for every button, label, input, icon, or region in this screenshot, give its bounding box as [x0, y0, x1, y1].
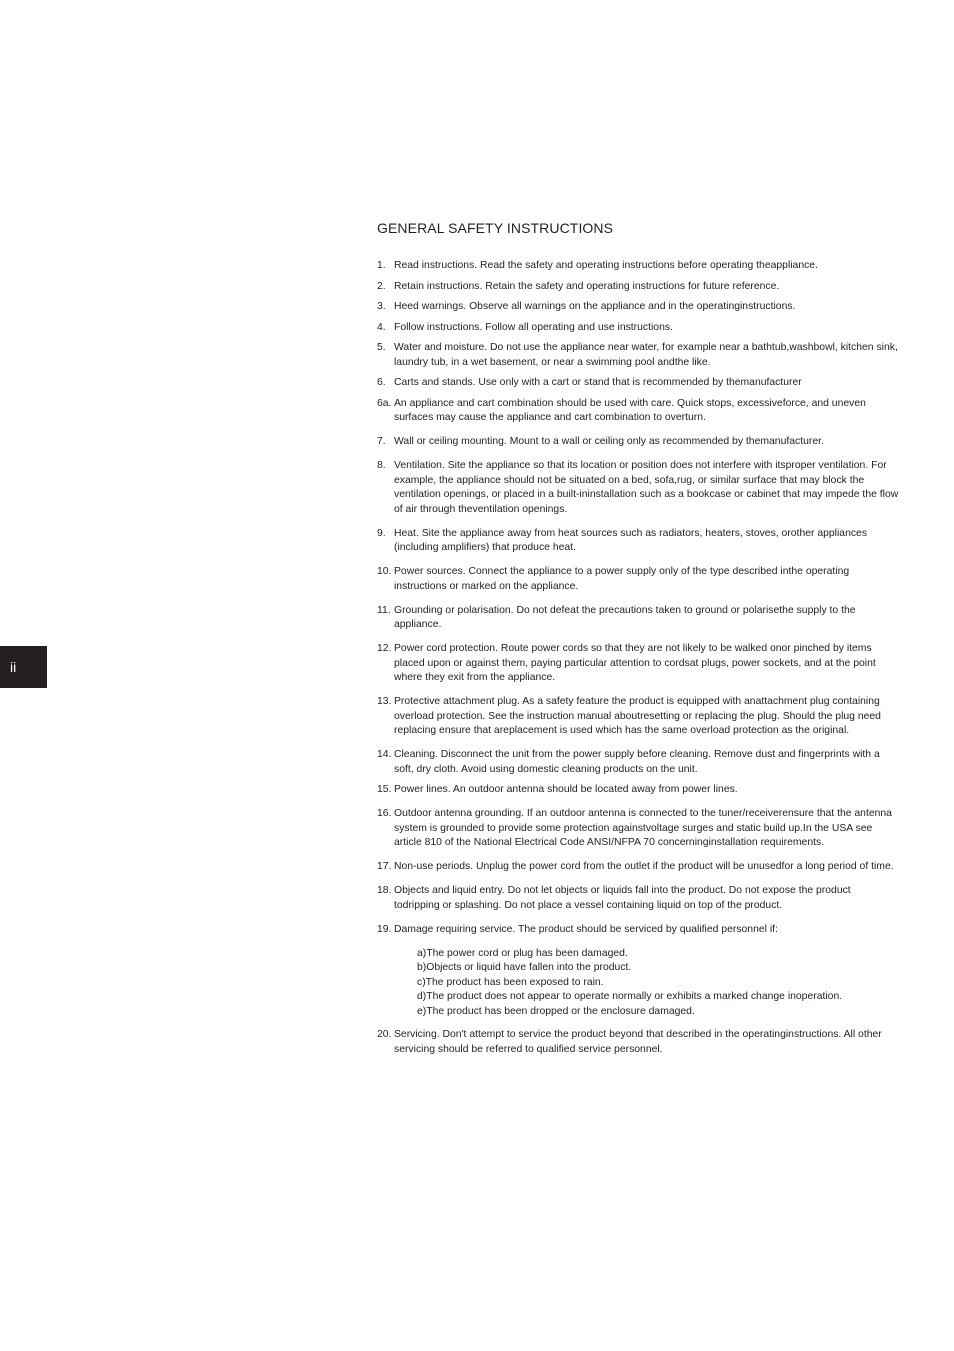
sub-list-item: b)Objects or liquid have fallen into the product.: [417, 962, 632, 973]
item-number: 11.: [377, 604, 391, 616]
list-item: [377, 341, 899, 370]
item-text: Cleaning. Disconnect the unit from the power supply before cleaning. Remove dust and fingerprints with a soft, dry cloth. Avoid using domestic cleaning products on the unit.: [394, 749, 880, 775]
sub-list-item: d)The product does not appear to operate normally or exhibits a marked change inoperation.: [417, 991, 843, 1002]
item-number: 6.: [377, 377, 386, 388]
item-number: 1.: [377, 260, 386, 271]
item-text: Power lines. An outdoor antenna should be located away from power lines.: [394, 784, 738, 795]
item-text: Retain instructions. Retain the safety and operating instructions for future reference.: [394, 280, 780, 292]
list-item: [377, 565, 899, 594]
instruction-list-continued: [377, 1028, 899, 1057]
list-item: [377, 860, 899, 875]
list-item: [377, 783, 899, 798]
page-title: GENERAL SAFETY INSTRUCTIONS: [377, 220, 614, 236]
item-number: 12.: [377, 643, 392, 654]
list-item: [377, 695, 899, 739]
list-item: [377, 376, 899, 391]
page-number-tab: ii: [0, 646, 47, 688]
item-number: 6a.: [377, 397, 392, 409]
item-text: Power cord protection. Route power cords so that they are not likely to be walked onor pinched by items placed upon or against them, paying particular attention to cordsat plugs, power sockets, and at the point where they exit from the appliance.: [394, 643, 876, 683]
item-number: 19.: [377, 923, 392, 935]
list-item: [377, 884, 899, 913]
item-number: 5.: [377, 342, 386, 353]
item-text: Heat. Site the appliance away from heat sources such as radiators, heaters, stoves, orother appliances (including amplifiers) that produce heat.: [394, 527, 868, 553]
instruction-list: [377, 259, 899, 937]
item-number: 17.: [377, 861, 392, 872]
item-text: Grounding or polarisation. Do not defeat the precautions taken to ground or polarisethe supply to the appliance.: [394, 604, 856, 630]
item-text: Heed warnings. Observe all warnings on the appliance and in the operatinginstructions.: [394, 301, 796, 312]
item-text: Wall or ceiling mounting. Mount to a wall or ceiling only as recommended by themanufacturer.: [394, 436, 824, 447]
item-number: 20.: [377, 1029, 392, 1040]
item-text: Objects and liquid entry. Do not let objects or liquids fall into the product. Do not expose the product todripping or splashing. Do not place a vessel containing liquid on top of the product.: [394, 885, 851, 911]
item-text: Carts and stands. Use only with a cart or stand that is recommended by themanufacturer: [394, 377, 802, 388]
item-number: 13.: [377, 696, 392, 707]
item-number: 8.: [377, 460, 386, 471]
list-item: [377, 807, 899, 851]
item-text: Protective attachment plug. As a safety feature the product is equipped with anattachment plug containing overload protection. See the instruction manual aboutresetting or replacing the plug. Should the plug need replacing ensure that areplacement is used which has the same overload protection as the original.: [394, 696, 881, 736]
item-number: 18.: [377, 885, 392, 896]
item-text: Non-use periods. Unplug the power cord from the outlet if the product will be unusedfor a long period of time.: [394, 861, 894, 872]
sub-list-item: a)The power cord or plug has been damaged.: [417, 947, 628, 959]
item-text: Read instructions. Read the safety and operating instructions before operating theappliance.: [394, 260, 818, 271]
item-number: 16.: [377, 808, 392, 819]
list-item: [377, 748, 899, 777]
list-item: [377, 435, 899, 450]
item-text: Water and moisture. Do not use the appliance near water, for example near a bathtub,washbowl, kitchen sink, laundry tub, in a wet basement, or near a swimming pool andthe like.: [394, 342, 898, 368]
sub-list-item: e)The product has been dropped or the enclosure damaged.: [417, 1005, 695, 1017]
list-item: [377, 1028, 899, 1057]
list-item: [377, 321, 899, 336]
list-item: [377, 300, 899, 315]
item-text: Follow instructions. Follow all operating and use instructions.: [394, 321, 673, 333]
list-item: [377, 527, 899, 556]
item-number: 15.: [377, 784, 392, 795]
item-number: 2.: [377, 280, 386, 292]
safety-instructions-section: [377, 219, 899, 1063]
item-text: Ventilation. Site the appliance so that its location or position does not interfere with itsproper ventilation. For example, the appliance should not be situated on a bed, sofa,rug, or similar surface that may block the ventilation openings, or placed in a built-ininstallation such as a bookcase or cabinet that may impede the flow of air through theventilation openings.: [394, 460, 899, 515]
service-conditions-list: [417, 947, 899, 1020]
item-number: 10.: [377, 566, 392, 577]
list-item: [377, 642, 899, 686]
item-text: An appliance and cart combination should be used with care. Quick stops, excessiveforce, and uneven surfaces may cause the appliance and cart combination to overturn.: [394, 397, 866, 423]
item-number: 7.: [377, 436, 386, 447]
item-text: Damage requiring service. The product should be serviced by qualified personnel if:: [394, 923, 778, 935]
sub-list-item: c)The product has been exposed to rain.: [417, 976, 604, 988]
item-number: 3.: [377, 301, 386, 312]
item-text: Servicing. Don't attempt to service the product beyond that described in the operatinginstructions. All other servicing should be referred to qualified service personnel.: [394, 1029, 882, 1055]
list-item: [377, 459, 899, 517]
item-number: 4.: [377, 321, 386, 333]
list-item: [377, 923, 899, 938]
item-text: Outdoor antenna grounding. If an outdoor antenna is connected to the tuner/receiverensure that the antenna system is grounded to provide some protection againstvoltage surges and static build up.In the USA see article 810 of the National Electrical Code ANSI/NFPA 70 concerninginstallation requirements.: [394, 808, 892, 848]
list-item: [377, 397, 899, 426]
list-item: [377, 604, 899, 633]
list-item: [377, 280, 899, 295]
item-number: 14.: [377, 749, 392, 760]
item-number: 9.: [377, 527, 386, 539]
item-text: Power sources. Connect the appliance to a power supply only of the type described inthe operating instructions or marked on the appliance.: [394, 566, 850, 592]
list-item: [377, 259, 899, 274]
